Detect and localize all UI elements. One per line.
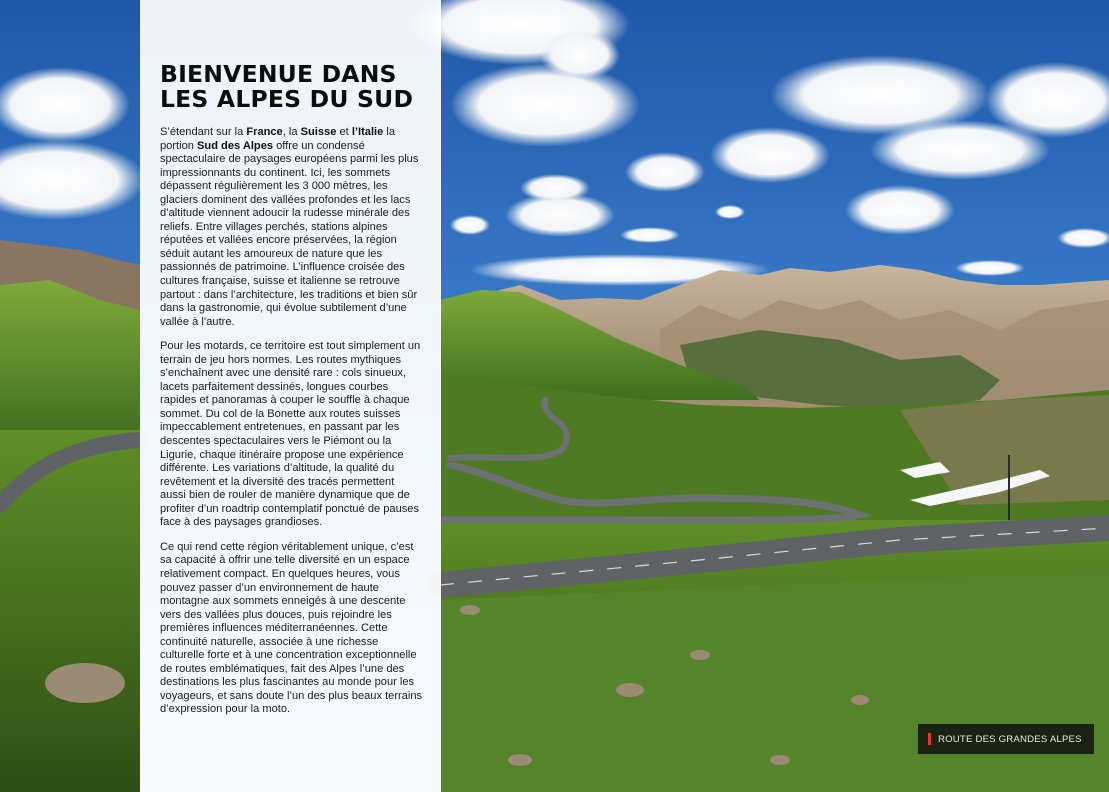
text-run: S’étendant sur la — [160, 126, 247, 138]
bold-sud-des-alpes: Sud des Alpes — [197, 139, 274, 152]
bold-france: France — [246, 126, 283, 138]
article-panel — [140, 0, 441, 792]
bold-italie: l’Italie — [351, 126, 384, 138]
caption-text: ROUTE DES GRANDES ALPES — [938, 733, 1082, 745]
title-line-2: LES ALPES DU SUD — [160, 85, 414, 113]
text-run: , la — [282, 126, 301, 138]
caption-accent-bar — [928, 733, 931, 745]
paragraph-motards: Pour les motards, ce territoire est tout simplement un terrain de jeu hors normes. Les routes mythiques s’enchaînent avec une densité rare : cols sinueux, lacets parfaitement dessinés, longues courbes rapides et panoramas à couper le souffle à chaque sommet. Du col de la Bonette aux routes suisses impeccablement entretenues, en passant par les descentes spectaculaires vers le Piémont ou la Ligurie, chaque itinéraire propose une expérience différente. Les variations d’altitude, la qualité du revêtement et la diversité des tracés permettent aussi bien de rouler de manière dynamique que de profiter d’un roadtrip contemplatif ponctué de pauses face à des paysages grandioses. — [160, 340, 421, 529]
text-run: offre un condensé spectaculaire de paysages européens parmi les plus impressionnants du continent. Ici, les sommets dépassent régulièrement les 3 000 mètres, les glaciers dominent des vallées profondes et les lacs d’altitude viennent adoucir la rudesse minérale des reliefs. Entre villages perchés, stations alpines réputées et vallées encore préservées, la région séduit autant les amoureux de nature que les passionnés de patrimoine. L’influence croisée des cultures française, suisse et italienne se retrouve partout : dans l’architecture, les traditions et bien sûr dans la gastronomie, qui évolue subtilement d’une vallée à l’autre. — [160, 139, 419, 328]
title-line-1: BIENVENUE DANS — [160, 60, 397, 88]
text-run: et — [336, 126, 352, 138]
paragraph-intro — [160, 126, 423, 329]
photo-caption — [918, 724, 1094, 754]
paragraph-diversite: Ce qui rend cette région véritablement unique, c’est sa capacité à offrir une telle diversité en un espace relativement compact. En quelques heures, vous pouvez passer d’un environnement de haute montagne aux sommets enneigés à une descente vers des vallées plus douces, puis rejoindre les premières influences méditerranéennes. Cette continuité naturelle, associée à une richesse culturelle forte et à une concentration exceptionnelle de routes emblématiques, fait des Alpes l’une des destinations les plus fascinantes au monde pour les voyageurs, et sans doute l’un des plus beaux terrains d’expression pour la moto. — [160, 540, 423, 716]
article-title — [160, 62, 423, 112]
text-run: la portion — [160, 126, 395, 152]
bold-suisse: Suisse — [300, 126, 337, 138]
